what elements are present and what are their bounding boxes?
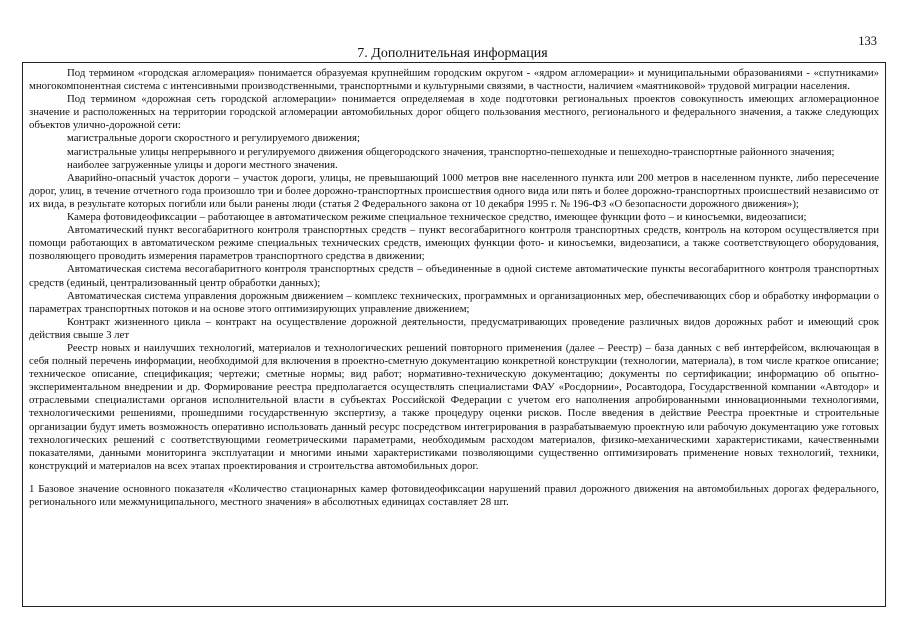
paragraph-weight-control-point: Автоматический пункт весогабаритного контроля транспортных средств – пункт весогабаритного контроля транспортных средств, контроль на котором осуществляется при помощи работающих в автоматическом режиме специальных технических средств, имеющих функции фото- и киносъемки, видеозаписи, а также соответствующего оборудования, позволяющего проводить измерения параметров транспортного средства в движении; (29, 224, 879, 263)
footnote-spacer (29, 473, 879, 483)
paragraph-lifecycle-contract: Контракт жизненного цикла – контракт на осуществление дорожной деятельности, предусматривающих проведение различных видов дорожных работ и имеющий срок действия свыше 3 лет (29, 315, 879, 341)
page-number: 133 (858, 34, 877, 48)
paragraph-weight-control-system: Автоматическая система весогабаритного контроля транспортных средств – объединенные в одной системе автоматические пункты весогабаритного контроля транспортных средств (единый, централизованный центр обработки данных); (29, 263, 879, 289)
content-frame (22, 62, 886, 607)
list-item-main-streets: магистральные улицы непрерывного и регулируемого движения общегородского значения, транспортно-пешеходные и пешеходно-транспортные районного значения; (67, 145, 835, 158)
paragraph-camera: Камера фотовидеофиксации – работающее в автоматическом режиме специальное техническое средство, имеющее функции фото – и киносъемки, видеозаписи; (67, 211, 807, 224)
paragraph-traffic-control-system: Автоматическая система управления дорожным движением – комплекс технических, программных и организационных мер, обеспечивающих сбор и обработку информации о параметрах транспортных потоков и на основе этого оптимизирующих управление движением; (29, 289, 879, 315)
paragraph-urban-agglomeration: Под термином «городская агломерация» понимается образуемая крупнейшим городским округом - «ядром агломерации» и муниципальными образованиями - «спутниками» многокомпонентная система с интенсивными производственными, транспортными и культурными связями, в частности, наличием «маятниковой» трудовой миграции населения. (29, 67, 879, 93)
list-item-highways: магистральные дороги скоростного и регулируемого движения; (67, 132, 360, 145)
section-title: 7. Дополнительная информация (357, 46, 548, 61)
paragraph-accident-section: Аварийно-опасный участок дороги – участок дороги, улицы, не превышающий 1000 метров вне населенного пункта или 200 метров в населенном пункте, либо пересечение дорог, улиц, в течение отчетного года произошло три и более дорожно-транспортных происшествия одного вида или пять и более дорожно-транспортных происшествий независимо от их вида, в результате которых погибли или были ранены люди (статья 2 Федерального закона от 10 декабря 1995 г. № 196-ФЗ «О безопасности дорожного движения»); (29, 171, 879, 210)
list-item-local-streets: наиболее загруженные улицы и дороги местного значения. (67, 158, 338, 171)
paragraph-registry: Реестр новых и наилучших технологий, материалов и технологических решений повторного применения (далее – Реестр) – база данных с веб интерфейсом, включающая в себя полный перечень информации, необходимой для включения в проектно-сметную документацию конкретной конструкции (технологии, материала), в том числе краткое описание; техническое описание, спецификация; чертежи; сметные нормы; вид работ; нормативно-техническую документацию; документы по сертификации; информацию об опытно-экспериментальном внедрении и др. Формирование реестра предполагается осуществлять специалистами ФАУ «Росдорнии», Росавтодора, Государственной компании «Автодор» и отраслевыми специалистами органов исполнительной власти в субъектах Российской Федерации с учетом его наполнения апробированными инновационными технологиями, технологическими решениями, прошедшими государственную экспертизу, а также процедуру оценки рисков. После введения в действие Реестра проектные и строительные организации будут иметь возможность оперативно использовать данный ресурс посредством интегрирования в разрабатываемую проектную или рабочую документацию уже готовых технологических решений с соответствующими геометрическими параметрами, необходимым расходом материалов, физико-механическими характеристиками, качественными показателями, данными мониторинга эксплуатации и многими иными характеристиками позволяющими существенно оптимизировать применение новых технологий, техники, конструкций и материалов на всех этапах проектирования и строительства автомобильных дорог. (29, 341, 879, 472)
footnote: 1 Базовое значение основного показателя «Количество стационарных камер фотовидеофиксации нарушений правил дорожного движения на автомобильных дорогах федерального, регионального или межмуниципального, местного значения» в абсолютных единицах составляет 28 шт. (29, 482, 879, 508)
paragraph-road-network: Под термином «дорожная сеть городской агломерации» понимается определяемая в ходе подготовки региональных проектов совокупность имеющих агломерационное значение и расположенных на территории городской агломерации автомобильных дорог общего пользования местного, регионального и федерального значения, а также следующих объектов улично-дорожной сети: (29, 93, 879, 132)
